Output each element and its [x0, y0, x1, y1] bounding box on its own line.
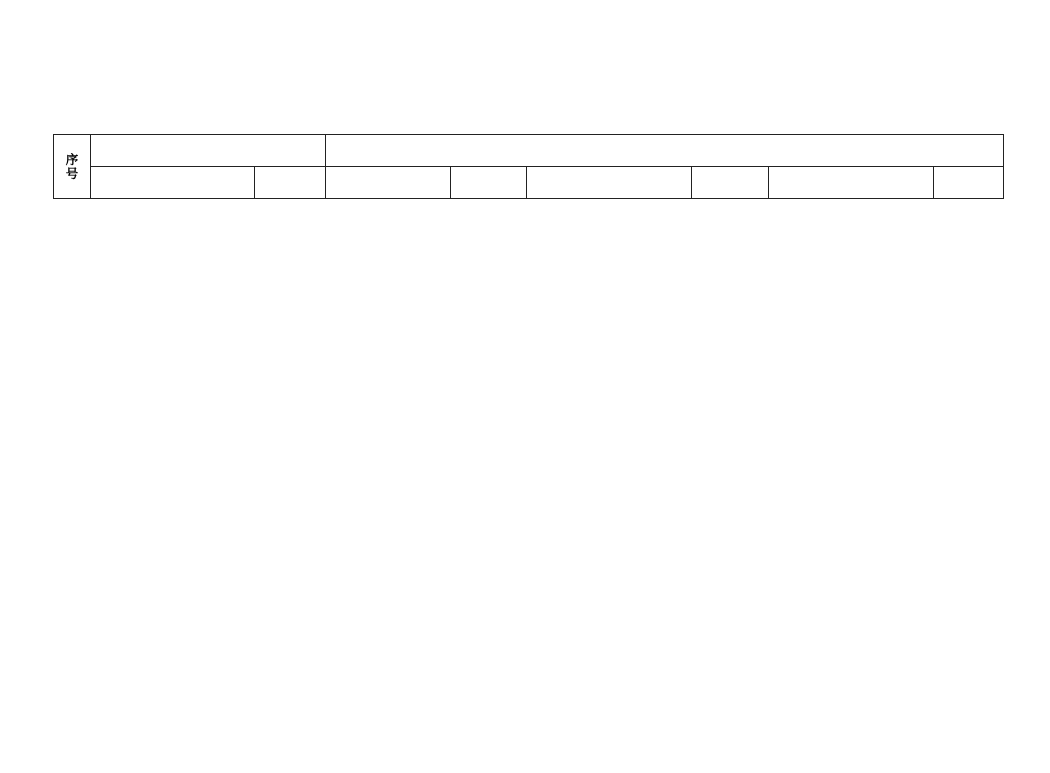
header-budget — [692, 167, 769, 199]
header-gov-econ — [769, 167, 934, 199]
budget-table — [53, 134, 1004, 199]
header-dept-econ — [527, 167, 692, 199]
header-income — [91, 135, 326, 167]
header-seq — [54, 135, 91, 199]
header-income-item — [91, 167, 255, 199]
header-budget — [934, 167, 1004, 199]
header-budget — [255, 167, 326, 199]
header-budget — [451, 167, 527, 199]
header-seq-label: 序 号 — [65, 152, 79, 181]
header-func-class — [326, 167, 451, 199]
header-expense — [326, 135, 1004, 167]
